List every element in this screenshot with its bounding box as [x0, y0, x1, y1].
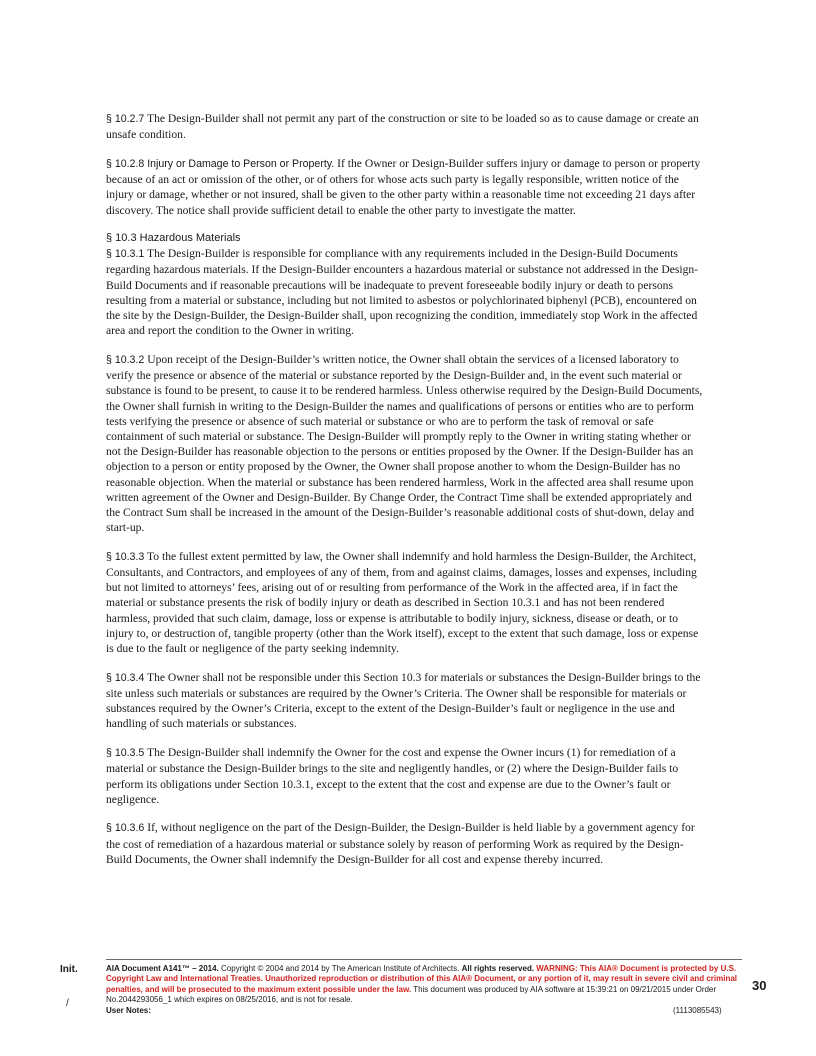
section-10-2-7: [106, 111, 704, 142]
section-text: If the Owner or Design-Builder suffers injury or damage to person or property because of an act or omission of the other, or of others for whose acts such party is legally responsible, written notice of the injury or damage, whether or not insured, shall be given to the other party within a reasonable time not exceeding 21 days after discovery. The notice shall provide sufficient detail to enable the other party to investigate the matter.: [106, 156, 701, 217]
section-10-3-1: [106, 246, 704, 338]
section-number: § 10.2.7: [106, 113, 145, 125]
section-10-3-5: [106, 745, 704, 807]
section-text: If, without negligence on the part of the Design-Builder, the Design-Builder is held liable by a government agency for the cost of remediation of a hazardous material or substance solely by reason of performing Work as required by the Design-Build Documents, the Owner shall indemnify the Design-Builder for all cost and expense thereby incurred.: [106, 821, 695, 866]
section-text: To the fullest extent permitted by law, the Owner shall indemnify and hold harmless the Design-Builder, the Architect, Consultants, and Contractors, and employees of any of them, from and against claims, damages, losses and expenses, including but not limited to attorneys’ fees, arising out of or resulting from performance of the Work in the affected area, if in fact the material or substance presents the risk of bodily injury or death as described in Section 10.3.1 and has not been rendered harmless, provided that such claim, damage, loss or expense is attributable to bodily injury, sickness, disease or death, or to injury to, or destruction of, tangible property (other than the Work itself), except to the extent that such damage, loss or expense is due to the fault or negligence of the party seeking indemnity.: [106, 549, 699, 656]
footer-divider: [106, 959, 742, 960]
section-number: § 10.3.1: [106, 248, 145, 261]
initials-slash: /: [66, 998, 69, 1009]
section-10-3-4: [106, 670, 704, 732]
section-title: Injury or Damage to Person or Property.: [147, 157, 335, 170]
section-number: § 10.3.5: [106, 747, 145, 760]
order-id: (1113085543): [673, 1006, 722, 1015]
section-text: The Owner shall not be responsible under this Section 10.3 for materials or substances the Design-Builder brings to the site unless such materials or substances are required by the Owner’s Criteria. The Owner shall be responsible for materials or substances required by the Owner’s Criteria, except to the extent of the Design-Builder’s fault or negligence in the use and handling of such materials or substances.: [106, 670, 701, 731]
section-number: § 10.3.4: [106, 671, 145, 684]
section-10-2-8: [106, 156, 704, 218]
production-notice: This document was produced by AIA software at 15:39:21 on 09/21/2015 under Order No.2044293056_1 which expires on 08/25/2016, and is not for resale.: [106, 984, 717, 1005]
section-number: § 10.3.3: [106, 550, 145, 563]
copyright-footer: [106, 964, 746, 1016]
section-text: The Design-Builder shall indemnify the Owner for the cost and expense the Owner incurs (1) for remediation of a material or substance the Design-Builder brings to the site and negligently handles, or (2) where the Design-Builder fails to perform its obligations under Section 10.3.1, except to the extent that the cost and expense are due to the Owner’s fault or negligence.: [106, 746, 679, 806]
section-number: § 10.2.8: [106, 157, 145, 170]
section-text: The Design-Builder is responsible for compliance with any requirements included in the Design-Build Documents regarding hazardous materials. If the Design-Builder encounters a hazardous material or substance not addressed in the Design-Build Documents and if reasonable precautions will be inadequate to prevent foreseeable bodily injury or death to persons resulting from a material or substance, including but not limited to asbestos or polychlorinated biphenyl (PCB), encountered on the site by the Design-Builder, the Design-Builder shall, upon recognizing the condition, immediately stop Work in the affected area and report the condition to the Owner in writing.: [106, 247, 699, 338]
section-text: The Design-Builder shall not permit any part of the construction or site to be loaded so as to cause damage or create an unsafe condition.: [106, 112, 699, 142]
copyright-warning: WARNING: This AIA® Document is protected by U.S. Copyright Law and International Treaties. Unauthorized reproduction or distribution of this AIA® Document, or any portion of it, may result in severe civil and criminal penalties, and will be prosecuted to the maximum extent possible under the law.: [106, 964, 738, 994]
section-text: Upon receipt of the Design-Builder’s written notice, the Owner shall obtain the services of a licensed laboratory to verify the presence or absence of the material or substance reported by the Design-Builder and, in the event such material or substance is found to be present, to cause it to be rendered harmless. Unless otherwise required by the Design-Build Documents, the Owner shall furnish in writing to the Design-Builder the names and qualifications of persons or entities who are to perform tests verifying the presence or absence of such material or substance or who are to perform the task of removal or safe containment of such material or substance. The Design-Builder will promptly reply to the Owner in writing stating whether or not the Design-Builder has reasonable objection to the persons or entities proposed by the Owner. If the Design-Builder has an objection to a person or entity proposed by the Owner, the Owner shall propose another to whom the Design-Builder has no reasonable objection. When the material or substance has been rendered harmless, Work in the affected area shall resume upon written agreement of the Owner and Design-Builder. By Change Order, the Contract Time shall be extended appropriately and the Contract Sum shall be increased in the amount of the Design-Builder’s reasonable additional costs of shut-down, delay and start-up.: [106, 352, 703, 535]
user-notes-label: User Notes:: [106, 1005, 151, 1015]
page-number: 30: [752, 978, 767, 993]
section-heading-10-3: § 10.3 Hazardous Materials: [106, 232, 241, 245]
document-title: AIA Document A141™ – 2014.: [106, 964, 219, 973]
copyright-notice: Copyright © 2004 and 2014 by The American Institute of Architects.: [221, 964, 460, 973]
section-number: § 10.3.6: [106, 822, 145, 835]
section-10-3-6: [106, 820, 704, 867]
rights-notice: All rights reserved.: [461, 964, 535, 973]
section-number: § 10.3.2: [106, 353, 145, 366]
section-10-3-2: [106, 352, 704, 535]
document-body: [106, 111, 704, 881]
section-10-3-3: [106, 549, 704, 656]
initials-label: Init.: [60, 964, 78, 975]
